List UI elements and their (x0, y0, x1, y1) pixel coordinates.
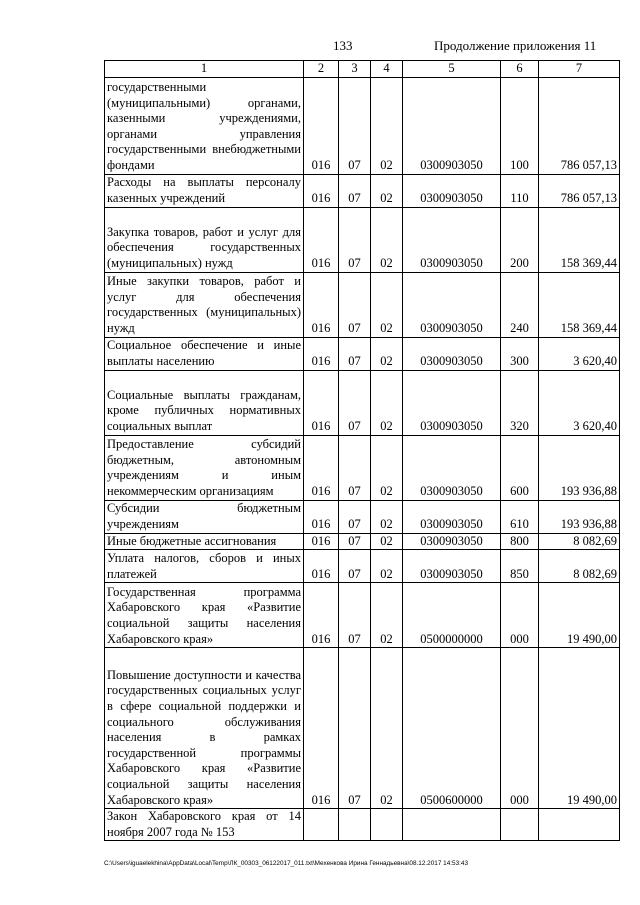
code-section: 07 (339, 77, 371, 174)
row-amount: 19 490,00 (539, 648, 620, 809)
row-name: Предоставление субсидий бюджетным, автономным учреждениям и иным некоммерческим организациям (105, 435, 304, 500)
row-name: Социальное обеспечение и иные выплаты населению (105, 337, 304, 370)
row-amount: 786 057,13 (539, 77, 620, 174)
code-subsection: 02 (371, 533, 403, 550)
row-amount: 8 082,69 (539, 533, 620, 550)
code-section: 07 (339, 435, 371, 500)
code-admin: 016 (304, 533, 339, 550)
code-expense-type: 200 (501, 207, 539, 272)
table-row (105, 272, 620, 337)
row-amount: 786 057,13 (539, 174, 620, 207)
column-header: 6 (501, 61, 539, 78)
code-expense-type: 000 (501, 583, 539, 648)
table-body (105, 77, 620, 841)
table-row (105, 809, 620, 841)
row-amount: 158 369,44 (539, 207, 620, 272)
code-subsection: 02 (371, 583, 403, 648)
code-subsection: 02 (371, 174, 403, 207)
code-target: 0500000000 (403, 583, 501, 648)
code-subsection: 02 (371, 77, 403, 174)
table-row (105, 550, 620, 583)
code-subsection: 02 (371, 370, 403, 435)
code-expense-type: 610 (501, 500, 539, 533)
table-row (105, 337, 620, 370)
row-name: Уплата налогов, сборов и иных платежей (105, 550, 304, 583)
code-expense-type: 850 (501, 550, 539, 583)
code-section: 07 (339, 533, 371, 550)
row-name: государственными (муниципальными) органами, казенными учреждениями, органами управления государственными внебюджетными фондами (105, 77, 304, 174)
code-subsection (371, 809, 403, 841)
row-name: Расходы на выплаты персоналу казенных учреждений (105, 174, 304, 207)
code-admin: 016 (304, 77, 339, 174)
code-section: 07 (339, 500, 371, 533)
row-amount: 19 490,00 (539, 583, 620, 648)
code-target: 0300903050 (403, 550, 501, 583)
code-admin: 016 (304, 550, 339, 583)
row-name: Социальные выплаты гражданам, кроме публичных нормативных социальных выплат (105, 370, 304, 435)
row-amount: 158 369,44 (539, 272, 620, 337)
code-subsection: 02 (371, 272, 403, 337)
code-admin: 016 (304, 435, 339, 500)
row-name: Иные бюджетные ассигнования (105, 533, 304, 550)
code-admin: 016 (304, 174, 339, 207)
code-target: 0300903050 (403, 370, 501, 435)
code-target: 0300903050 (403, 174, 501, 207)
file-path-footer: C:\Users\iguaelekhina\AppData\Local\Temp\ЛК_00303_06122017_011.txt\Мехенкова Ирина Геннадьевна\08.12.2017 14:53:43 (104, 860, 469, 867)
code-expense-type: 110 (501, 174, 539, 207)
column-header: 3 (339, 61, 371, 78)
row-name: Государственная программа Хабаровского края «Развитие социальной защиты населения Хабаровского края» (105, 583, 304, 648)
code-admin: 016 (304, 337, 339, 370)
code-subsection: 02 (371, 337, 403, 370)
code-admin: 016 (304, 583, 339, 648)
row-name: Закон Хабаровского края от 14 ноября 2007 года № 153 (105, 809, 304, 841)
row-amount: 8 082,69 (539, 550, 620, 583)
budget-table (104, 60, 620, 841)
column-header: 7 (539, 61, 620, 78)
table-row (105, 207, 620, 272)
table-row (105, 500, 620, 533)
row-amount: 193 936,88 (539, 435, 620, 500)
code-target: 0300903050 (403, 500, 501, 533)
table-row (105, 77, 620, 174)
row-name: Субсидии бюджетным учреждениям (105, 500, 304, 533)
table-row (105, 583, 620, 648)
table-row (105, 648, 620, 809)
code-section: 07 (339, 648, 371, 809)
code-admin (304, 809, 339, 841)
code-section: 07 (339, 583, 371, 648)
code-subsection: 02 (371, 500, 403, 533)
continuation-title: Продолжение приложения 11 (434, 38, 597, 53)
table-row (105, 533, 620, 550)
code-section: 07 (339, 337, 371, 370)
row-amount (539, 809, 620, 841)
code-section (339, 809, 371, 841)
code-expense-type: 240 (501, 272, 539, 337)
table-header-row (105, 61, 620, 78)
code-section: 07 (339, 370, 371, 435)
row-name: Повышение доступности и качества государственных социальных услуг в сфере социальной поддержки и социального обслуживания населения в рамках государственной программы Хабаровского края «Развитие социальной защиты населения Хабаровского края» (105, 648, 304, 809)
table-row (105, 435, 620, 500)
code-admin: 016 (304, 500, 339, 533)
code-target: 0300903050 (403, 533, 501, 550)
code-section: 07 (339, 174, 371, 207)
code-expense-type: 600 (501, 435, 539, 500)
column-header: 2 (304, 61, 339, 78)
code-subsection: 02 (371, 550, 403, 583)
column-header: 1 (105, 61, 304, 78)
row-amount: 3 620,40 (539, 337, 620, 370)
code-target: 0300903050 (403, 435, 501, 500)
code-expense-type (501, 809, 539, 841)
row-name: Закупка товаров, работ и услуг для обеспечения государственных (муниципальных) нужд (105, 207, 304, 272)
code-subsection: 02 (371, 207, 403, 272)
table-row (105, 370, 620, 435)
code-admin: 016 (304, 370, 339, 435)
row-amount: 3 620,40 (539, 370, 620, 435)
code-expense-type: 320 (501, 370, 539, 435)
code-section: 07 (339, 550, 371, 583)
code-section: 07 (339, 207, 371, 272)
code-target (403, 809, 501, 841)
code-expense-type: 800 (501, 533, 539, 550)
code-expense-type: 100 (501, 77, 539, 174)
column-header: 5 (403, 61, 501, 78)
code-target: 0300903050 (403, 207, 501, 272)
page-number: 133 (333, 38, 353, 53)
code-target: 0500600000 (403, 648, 501, 809)
code-target: 0300903050 (403, 77, 501, 174)
code-expense-type: 000 (501, 648, 539, 809)
code-target: 0300903050 (403, 272, 501, 337)
code-admin: 016 (304, 272, 339, 337)
code-target: 0300903050 (403, 337, 501, 370)
code-expense-type: 300 (501, 337, 539, 370)
code-section: 07 (339, 272, 371, 337)
column-header: 4 (371, 61, 403, 78)
code-subsection: 02 (371, 435, 403, 500)
code-admin: 016 (304, 648, 339, 809)
table-row (105, 174, 620, 207)
code-subsection: 02 (371, 648, 403, 809)
code-admin: 016 (304, 207, 339, 272)
row-amount: 193 936,88 (539, 500, 620, 533)
row-name: Иные закупки товаров, работ и услуг для обеспечения государственных (муниципальных) нужд (105, 272, 304, 337)
